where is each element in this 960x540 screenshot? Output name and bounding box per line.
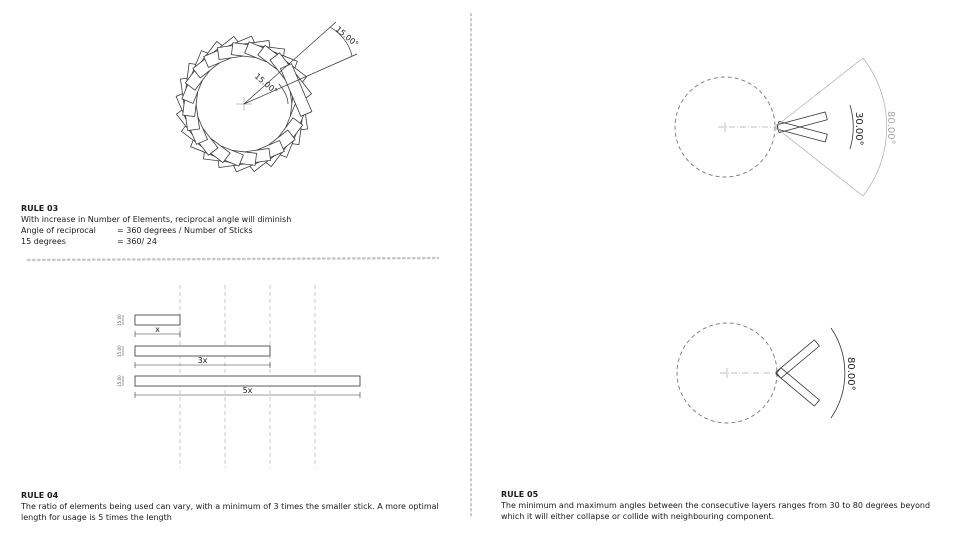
horizontal-separator [28,258,438,260]
max-angle-gray-label: 80.00° [885,111,896,145]
rule04-title: RULE 04 [21,491,59,500]
rule03-row2-label: 15 degrees [21,237,66,246]
length-label: 3x [197,356,208,365]
rule05-caption [501,489,931,522]
rule03-row1-value: = 360 degrees / Number of Sticks [117,226,253,235]
rule03-row2-value: = 360/ 24 [117,237,157,246]
rule05-title: RULE 05 [501,490,539,499]
height-label: 15.00 [117,375,122,387]
height-label: 15.00 [117,314,122,326]
stick-bar-rect [135,376,360,386]
rule03-line1: With increase in Number of Elements, reciprocal angle will diminish [21,215,292,224]
rule03-row1 [21,225,351,236]
rule03-row2 [21,236,351,247]
max-angle-guides [775,58,887,196]
length-label: x [155,325,160,334]
stick-bar-3 [117,375,360,398]
stick-pair-80 [776,340,820,406]
length-label: 5x [242,386,253,395]
min-angle-arc [850,105,853,149]
stick-bar-rect [135,315,180,325]
height-label: 15.00 [117,345,122,357]
rule03-caption [21,203,351,247]
rule03-row1-label: Angle of reciprocal [21,226,96,235]
stick-pair-30 [777,112,827,142]
min-angle-label: 30.00° [853,112,864,146]
rule05-text: The minimum and maximum angles between the consecutive layers ranges from 30 to 80 degrees beyond which it will either collapse or collide with neighbouring component. [501,501,931,521]
angle-label-inner: 15.00° [252,71,280,96]
max-angle-label: 80.00° [845,357,856,391]
stick-bars [117,314,360,398]
rule03-title: RULE 03 [21,204,59,213]
rule04-text: The ratio of elements being used can vary, with a minimum of 3 times the smaller stick. A more optimal length for usage is 5 times the length [21,502,439,522]
max-angle-diagram [677,323,856,423]
min-angle-diagram [675,58,896,196]
stick-bar-rect [135,346,270,356]
rule04-caption [21,490,441,523]
stick-bar-1 [117,314,180,337]
stick-bar-2 [117,345,270,368]
angle-label-outer: 15.00° [333,24,361,49]
max-angle-arc [831,328,845,418]
angle-dimension-inner [279,84,288,104]
